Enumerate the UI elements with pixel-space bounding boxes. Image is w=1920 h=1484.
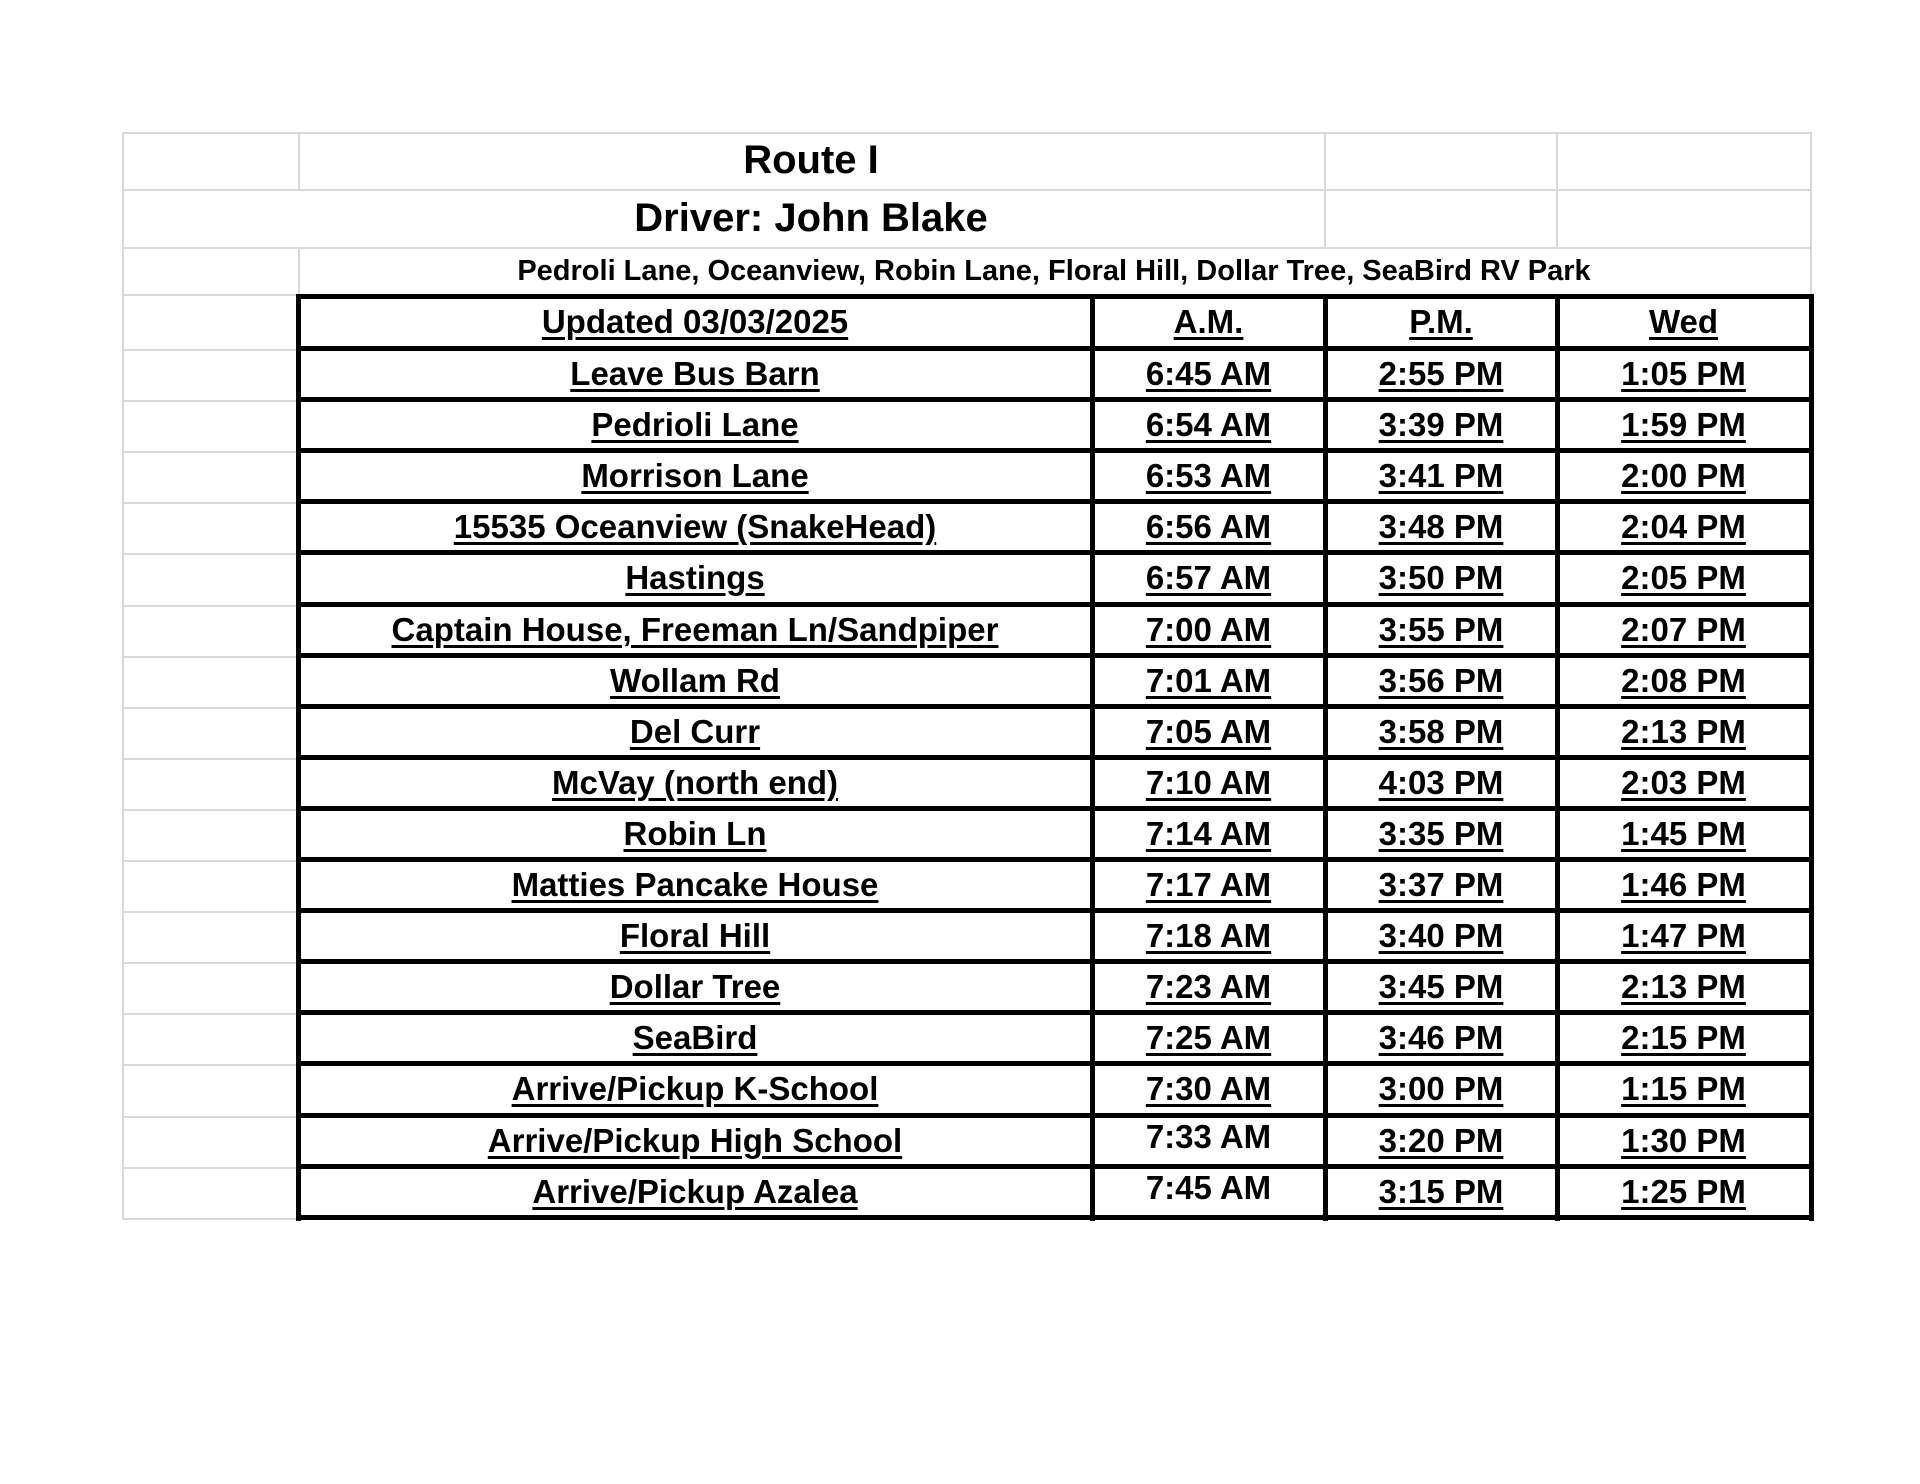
pm-time: 2:55 PM bbox=[1378, 355, 1504, 392]
wed-time: 2:07 PM bbox=[1621, 611, 1746, 648]
wed-time: 1:30 PM bbox=[1621, 1122, 1746, 1159]
am-time: 7:10 AM bbox=[1145, 764, 1272, 801]
driver-name: Driver: John Blake bbox=[634, 196, 988, 240]
wed-time: 2:04 PM bbox=[1621, 508, 1746, 545]
pm-time: 3:55 PM bbox=[1378, 611, 1504, 648]
stop-name: Wollam Rd bbox=[610, 662, 780, 699]
grid-line-vertical bbox=[1810, 132, 1812, 297]
wed-time: 1:25 PM bbox=[1621, 1173, 1746, 1210]
am-time: 7:00 AM bbox=[1145, 611, 1272, 648]
grid-line-horizontal bbox=[122, 400, 300, 402]
wed-time: 2:13 PM bbox=[1621, 713, 1746, 750]
wed-time: 1:45 PM bbox=[1621, 815, 1746, 852]
grid-line-horizontal bbox=[122, 656, 300, 658]
am-time: 7:17 AM bbox=[1145, 866, 1272, 903]
am-time: 6:53 AM bbox=[1145, 457, 1272, 494]
wed-time: 2:13 PM bbox=[1621, 968, 1746, 1005]
pm-time: 3:15 PM bbox=[1378, 1173, 1504, 1210]
route-title: Route I bbox=[743, 138, 879, 182]
am-time: 6:45 AM bbox=[1145, 355, 1272, 392]
grid-line-horizontal bbox=[122, 1167, 300, 1169]
grid-line-horizontal bbox=[122, 911, 300, 913]
stops-summary: Pedroli Lane, Oceanview, Robin Lane, Floral Hill, Dollar Tree, SeaBird RV Park bbox=[517, 255, 1591, 287]
stop-name: 15535 Oceanview (SnakeHead) bbox=[453, 508, 937, 545]
stop-name: McVay (north end) bbox=[551, 764, 839, 801]
grid-line-horizontal bbox=[122, 502, 300, 504]
pm-time: 3:39 PM bbox=[1378, 406, 1504, 443]
pm-time: 3:37 PM bbox=[1378, 866, 1504, 903]
pm-time: 3:58 PM bbox=[1378, 713, 1504, 750]
stop-name: Captain House, Freeman Ln/Sandpiper bbox=[391, 611, 999, 648]
wed-time: 2:00 PM bbox=[1621, 457, 1746, 494]
am-time: 7:30 AM bbox=[1145, 1070, 1272, 1107]
stop-name: SeaBird bbox=[632, 1019, 758, 1056]
pm-time: 3:48 PM bbox=[1378, 508, 1504, 545]
grid-line-vertical bbox=[1556, 132, 1558, 247]
pm-time: 3:35 PM bbox=[1378, 815, 1504, 852]
pm-time: 3:00 PM bbox=[1378, 1070, 1504, 1107]
grid-line-horizontal bbox=[122, 860, 300, 862]
wed-time: 2:15 PM bbox=[1621, 1019, 1746, 1056]
am-time: 7:33 AM bbox=[1145, 1118, 1272, 1155]
stop-name: Matties Pancake House bbox=[511, 866, 879, 903]
am-time: 6:54 AM bbox=[1145, 406, 1272, 443]
stop-name: Morrison Lane bbox=[581, 457, 809, 494]
grid-line-horizontal bbox=[122, 707, 300, 709]
grid-line-vertical bbox=[1324, 132, 1326, 247]
pm-time: 4:03 PM bbox=[1378, 764, 1504, 801]
pm-time: 3:56 PM bbox=[1378, 662, 1504, 699]
grid-line-horizontal bbox=[122, 349, 300, 351]
stop-name: Dollar Tree bbox=[609, 968, 781, 1005]
wed-time: 2:08 PM bbox=[1621, 662, 1746, 699]
grid-line-horizontal bbox=[122, 451, 300, 453]
header-am: A.M. bbox=[1173, 303, 1244, 340]
wed-time: 1:46 PM bbox=[1621, 866, 1746, 903]
am-time: 7:25 AM bbox=[1145, 1019, 1272, 1056]
pm-time: 3:41 PM bbox=[1378, 457, 1504, 494]
stop-name: Pedrioli Lane bbox=[591, 406, 799, 443]
table-border-horizontal bbox=[296, 294, 1814, 299]
pm-time: 3:50 PM bbox=[1378, 559, 1504, 596]
pm-time: 3:40 PM bbox=[1378, 917, 1504, 954]
grid-line-horizontal bbox=[122, 1116, 300, 1118]
grid-line-horizontal bbox=[122, 553, 300, 555]
stop-name: Arrive/Pickup High School bbox=[487, 1122, 903, 1159]
am-time: 7:18 AM bbox=[1145, 917, 1272, 954]
pm-time: 3:45 PM bbox=[1378, 968, 1504, 1005]
wed-time: 1:15 PM bbox=[1621, 1070, 1746, 1107]
wed-time: 1:59 PM bbox=[1621, 406, 1746, 443]
pm-time: 3:46 PM bbox=[1378, 1019, 1504, 1056]
am-time: 7:23 AM bbox=[1145, 968, 1272, 1005]
grid-line-horizontal bbox=[122, 1218, 300, 1220]
header-stop: Updated 03/03/2025 bbox=[541, 303, 849, 340]
grid-line-horizontal bbox=[122, 605, 300, 607]
wed-time: 2:05 PM bbox=[1621, 559, 1746, 596]
wed-time: 2:03 PM bbox=[1621, 764, 1746, 801]
stop-name: Del Curr bbox=[629, 713, 761, 750]
am-time: 7:05 AM bbox=[1145, 713, 1272, 750]
grid-line-horizontal bbox=[122, 758, 300, 760]
am-time: 7:14 AM bbox=[1145, 815, 1272, 852]
stop-name: Arrive/Pickup Azalea bbox=[532, 1173, 858, 1210]
grid-line-horizontal bbox=[122, 809, 300, 811]
stop-name: Floral Hill bbox=[619, 917, 771, 954]
grid-line-horizontal bbox=[122, 962, 300, 964]
am-time: 6:56 AM bbox=[1145, 508, 1272, 545]
stop-name: Arrive/Pickup K-School bbox=[511, 1070, 879, 1107]
grid-line-vertical bbox=[122, 132, 124, 1218]
am-time: 6:57 AM bbox=[1145, 559, 1272, 596]
header-pm: P.M. bbox=[1409, 303, 1473, 340]
stop-name: Leave Bus Barn bbox=[570, 355, 820, 392]
wed-time: 1:05 PM bbox=[1621, 355, 1746, 392]
stop-name: Hastings bbox=[625, 559, 765, 596]
am-time: 7:45 AM bbox=[1145, 1169, 1272, 1206]
header-wed: Wed bbox=[1648, 303, 1719, 340]
grid-line-horizontal bbox=[122, 1013, 300, 1015]
wed-time: 1:47 PM bbox=[1621, 917, 1746, 954]
pm-time: 3:20 PM bbox=[1378, 1122, 1504, 1159]
stop-name: Robin Ln bbox=[623, 815, 767, 852]
am-time: 7:01 AM bbox=[1145, 662, 1272, 699]
grid-line-horizontal bbox=[122, 1064, 300, 1066]
